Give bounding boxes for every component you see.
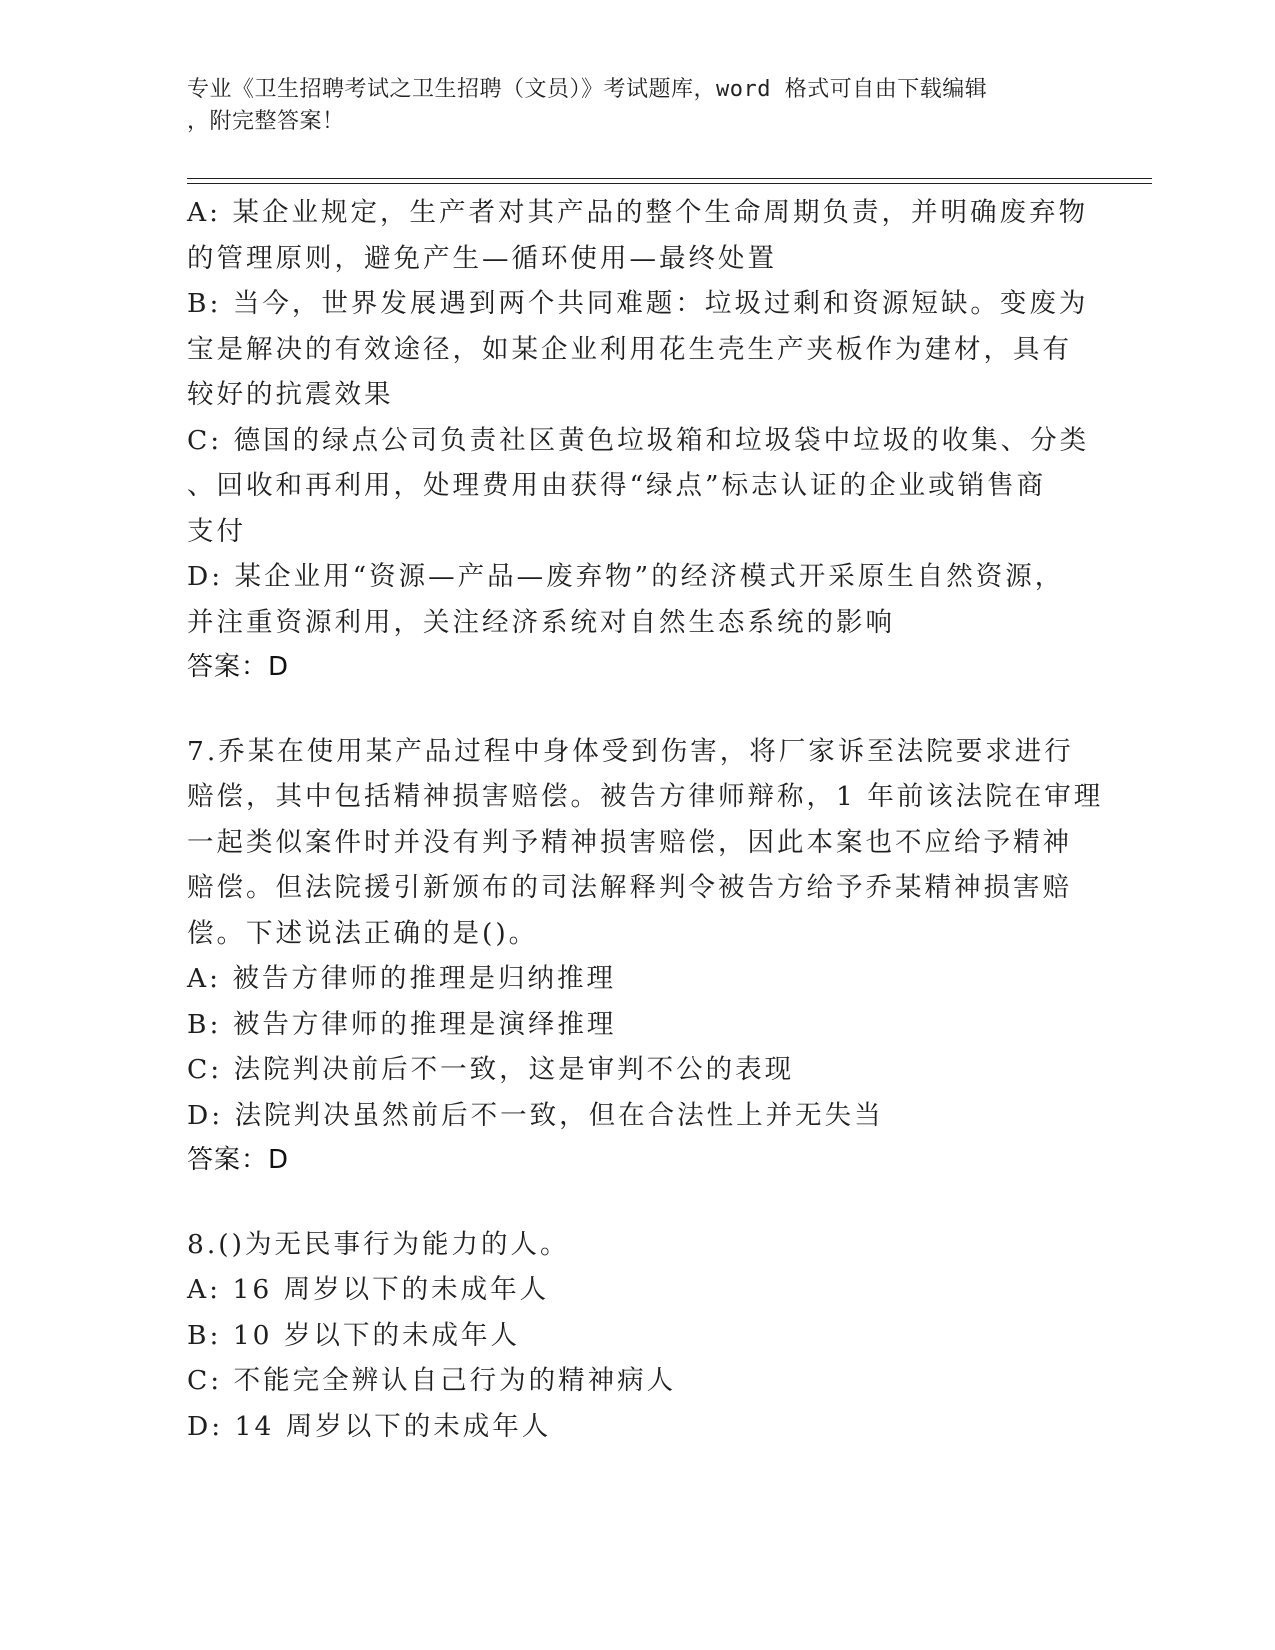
q6-option-b-line-1: B: 当今，世界发展遇到两个共同难题：垃圾过剩和资源短缺。变废为 bbox=[187, 288, 1089, 319]
q6-option-d-line-2: 并注重资源利用，关注经济系统对自然生态系统的影响 bbox=[187, 606, 895, 638]
q6-option-d bbox=[187, 554, 1087, 645]
q6-option-d-line-1: D: 某企业用“资源—产品—废弃物”的经济模式开采原生自然资源， bbox=[187, 561, 1065, 592]
q8-option-d: D: 14 周岁以下的未成年人 bbox=[187, 1410, 552, 1442]
header-divider-bottom bbox=[187, 183, 1152, 184]
question-8 bbox=[187, 1222, 1087, 1450]
q6-option-c bbox=[187, 418, 1090, 555]
q6-answer: 答案：D bbox=[187, 652, 290, 682]
q7-option-c: C: 法院判决前后不一致，这是审判不公的表现 bbox=[187, 1054, 795, 1085]
q7-stem-line-2: 赔偿，其中包括精神损害赔偿。被告方律师辩称，1 年前该法院在审理 bbox=[187, 781, 1104, 812]
q6-option-b-line-2: 宝是解决的有效途径，如某企业利用花生壳生产夹板作为建材，具有 bbox=[187, 333, 1072, 365]
q7-option-b: B: 被告方律师的推理是演绎推理 bbox=[187, 1008, 617, 1040]
q6-option-a-line-1: A: 某企业规定，生产者对其产品的整个生命周期负责，并明确废弃物 bbox=[187, 197, 1088, 228]
question-content bbox=[187, 190, 1104, 1449]
q8-option-b: B: 10 岁以下的未成年人 bbox=[187, 1319, 520, 1351]
q7-stem-line-5: 偿。下述说法正确的是()。 bbox=[187, 917, 539, 949]
question-7 bbox=[187, 729, 1104, 1184]
q6-option-b bbox=[187, 281, 1087, 418]
q7-answer: 答案：D bbox=[187, 1145, 290, 1175]
q8-option-c: C: 不能完全辨认自己行为的精神病人 bbox=[187, 1365, 677, 1396]
header-line-2: ，附完整答案！ bbox=[187, 109, 345, 134]
q7-stem-line-3: 一起类似案件时并没有判予精神损害赔偿，因此本案也不应给予精神 bbox=[187, 826, 1072, 858]
spacer bbox=[187, 691, 1087, 729]
spacer bbox=[187, 1184, 1087, 1222]
q8-option-a: A: 16 周岁以下的未成年人 bbox=[187, 1274, 550, 1305]
q7-option-d: D: 法院判决虽然前后不一致，但在合法性上并无失当 bbox=[187, 1099, 884, 1131]
q8-stem: 8.()为无民事行为能力的人。 bbox=[187, 1228, 570, 1260]
q6-option-b-line-3: 较好的抗震效果 bbox=[187, 379, 394, 410]
document-header bbox=[187, 74, 1067, 138]
header-line-1: 专业《卫生招聘考试之卫生招聘（文员）》考试题库，word 格式可自由下载编辑 bbox=[187, 77, 988, 102]
q6-option-c-line-3: 支付 bbox=[187, 515, 246, 547]
question-6 bbox=[187, 190, 1090, 691]
q7-option-a: A: 被告方律师的推理是归纳推理 bbox=[187, 963, 616, 994]
q6-option-c-line-1: C: 德国的绿点公司负责社区黄色垃圾箱和垃圾袋中垃圾的收集、分类 bbox=[187, 424, 1090, 456]
q7-stem-line-1: 7.乔某在使用某产品过程中身体受到伤害，将厂家诉至法院要求进行 bbox=[187, 735, 1074, 767]
q6-option-c-line-2: 、回收和再利用，处理费用由获得“绿点”标志认证的企业或销售商 bbox=[187, 470, 1047, 501]
q7-stem bbox=[187, 729, 1104, 957]
q6-option-a-line-2: 的管理原则，避免产生—循环使用—最终处置 bbox=[187, 242, 777, 274]
q6-option-a bbox=[187, 190, 1087, 281]
header-divider-top bbox=[187, 178, 1152, 179]
q7-stem-line-4: 赔偿。但法院援引新颁布的司法解释判令被告方给予乔某精神损害赔 bbox=[187, 872, 1072, 903]
